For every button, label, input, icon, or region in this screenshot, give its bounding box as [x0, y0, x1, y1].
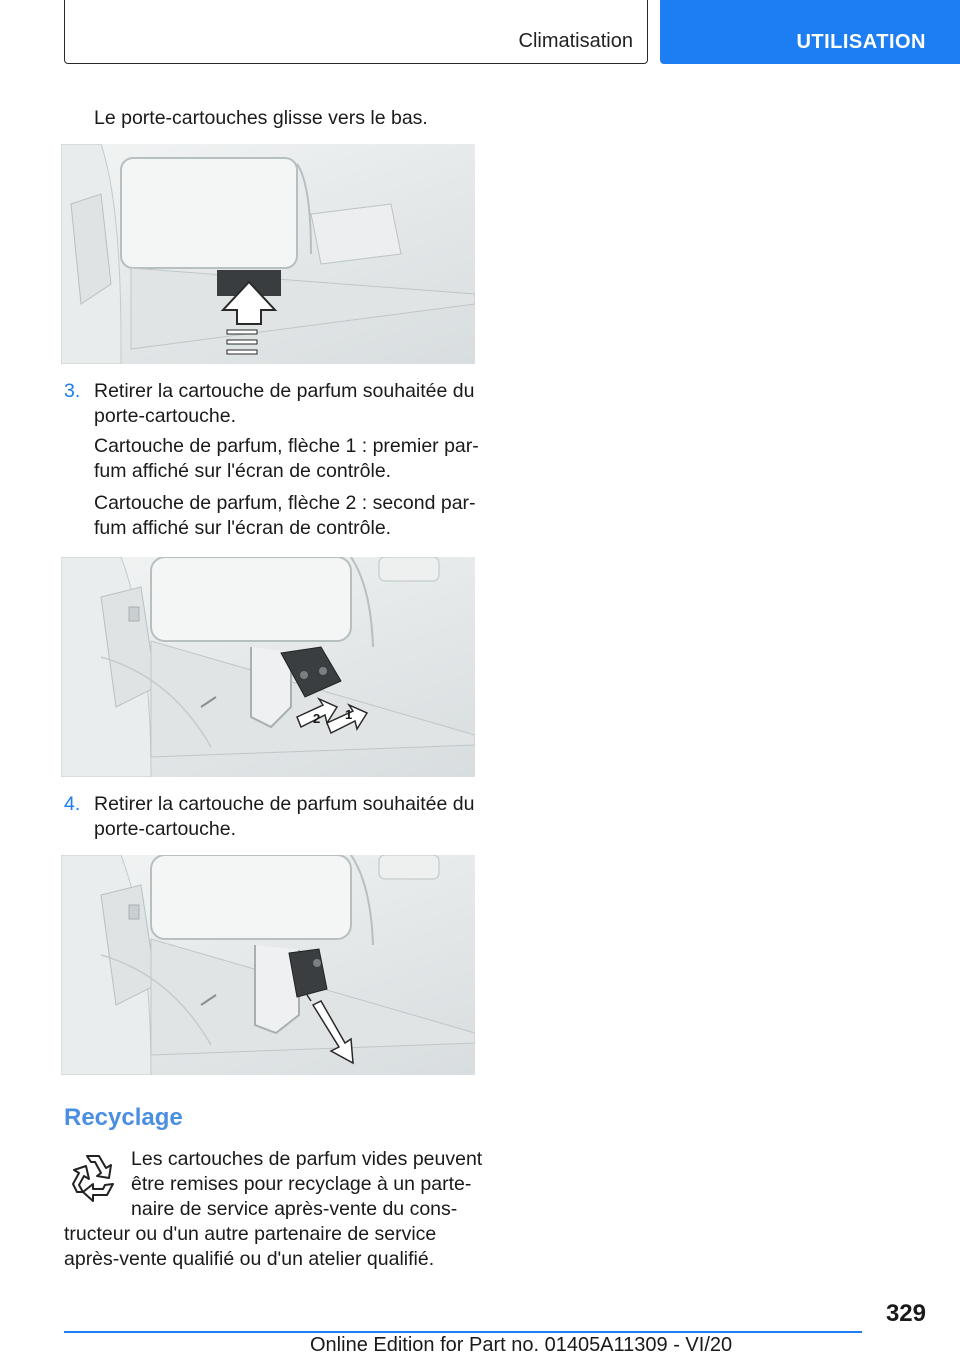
step-3-line-1: Retirer la cartouche de parfum souhaitée du	[94, 380, 475, 402]
intro-text: Le porte-cartouches glisse vers le bas.	[94, 107, 428, 129]
step-3-note-1-line-2: fum affiché sur l'écran de contrôle.	[94, 460, 392, 482]
page-number: 329	[885, 1300, 926, 1327]
arrow-label-1: 1	[345, 707, 353, 722]
step-3-note-2-line-2: fum affiché sur l'écran de contrôle.	[94, 517, 392, 539]
step-3-note-1-line-1: Cartouche de parfum, flèche 1 : premier par-	[94, 435, 479, 457]
recycling-heading: Recyclage	[64, 1104, 183, 1131]
figure-holder-slides-down	[61, 144, 475, 364]
recycling-line-1: Les cartouches de parfum vides peuvent	[131, 1148, 483, 1170]
header-section-box	[64, 0, 648, 64]
step-4-line-1: Retirer la cartouche de parfum souhaitée du	[94, 793, 475, 815]
recycling-line-2: être remises pour recyclage à un parte-	[131, 1173, 472, 1195]
step-3-line-2: porte-cartouche.	[94, 405, 236, 427]
footer-edition: Online Edition for Part no. 01405A11309 - VI/20	[310, 1334, 733, 1356]
step-4-number: 4.	[64, 793, 81, 815]
header-chapter-box	[660, 0, 960, 64]
figure-cartridge-arrows	[61, 557, 475, 777]
footer-rule	[64, 1331, 862, 1333]
recycling-line-5: après-vente qualifié ou d'un atelier qualifié.	[64, 1248, 435, 1270]
recycling-line-4: tructeur ou d'un autre partenaire de service	[64, 1223, 437, 1245]
step-3-note-2-line-1: Cartouche de parfum, flèche 2 : second par-	[94, 492, 476, 514]
section-title: Climatisation	[518, 30, 633, 52]
chapter-title: UTILISATION	[796, 31, 926, 53]
step-4-line-2: porte-cartouche.	[94, 818, 236, 840]
recycling-line-3: naire de service après-vente du cons-	[131, 1198, 458, 1220]
arrow-label-2: 2	[313, 711, 321, 726]
recycle-icon	[65, 1148, 121, 1204]
figure-remove-cartridge	[61, 855, 475, 1075]
step-3-number: 3.	[64, 380, 81, 402]
